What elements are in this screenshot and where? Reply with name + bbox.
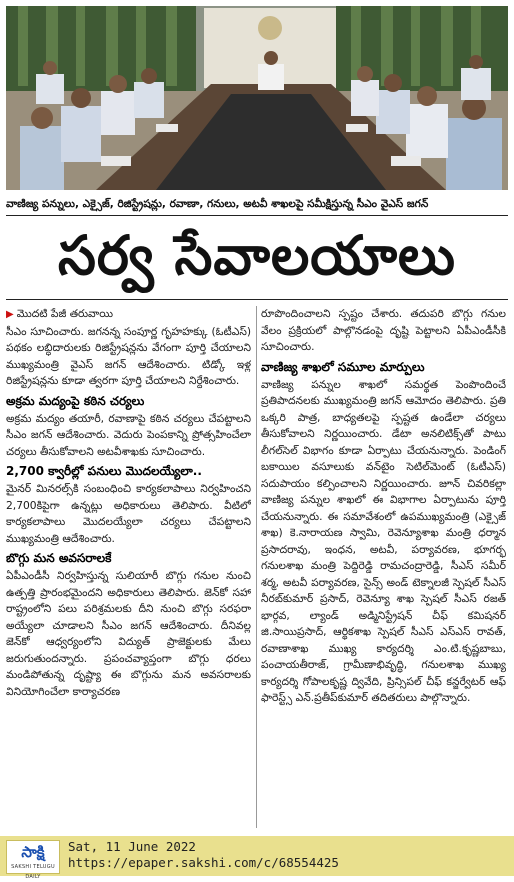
caption-divider <box>6 215 508 216</box>
left-para-1-text: సీఎం సూచించారు. జగనన్న సంపూర్ణ గృహహక్కు (ఓటీఎస్) పథకం లబ్ధిదారులకు రిజిస్ట్రేషన్లను వేగంగా పూర్తి చేయాలని ముఖ్యమంత్రి వైఎస్ జగన్ ఆదేశించారు. టిడ్కో ఇళ్ల రిజిస్ట్రేషన్లను కూడా త్వరగా పూర్తి చేయాలని నిర్దేశించారు. <box>6 324 251 387</box>
meeting-photo <box>6 6 508 190</box>
subheading-quarries: 2,700 క్వారీల్లో పనులు మొదలయ్యేలా.. <box>6 464 202 478</box>
edition-date: Sat, 11 June 2022 <box>68 839 196 854</box>
logo-tagline: SAKSHI TELUGU DAILY <box>11 864 55 880</box>
photo-caption: వాణిజ్య పన్నులు, ఎక్సైజ్, రిజిస్ట్రేషన్లు, రవాణా, గనులు, అటవీ శాఖలపై సమీక్షిస్తున్న సీఎం వైఎస్ జగన్ <box>6 198 429 210</box>
epaper-footer <box>0 836 514 880</box>
left-column <box>6 306 251 828</box>
left-para-1 <box>6 306 251 390</box>
subheading-coal: బొగ్గు మన అవసరాలకే <box>6 551 112 565</box>
lead-arrow-icon: ▶ <box>6 309 14 320</box>
right-para-1: రూపొందించాలని స్పష్టం చేశారు. తదుపరి బొగ్గు గనుల వేలం ప్రక్రియలో పాల్గొనడంపై దృష్టి పెట్టాలని ఏపీఎండీసీకి సూచించారు. <box>261 307 506 353</box>
logo-wordmark: సాక్షి <box>21 843 45 861</box>
right-column <box>261 306 506 828</box>
subheading-illegal-liquor: అక్రమ మద్యంపై కఠిన చర్యలు <box>6 393 145 408</box>
headline: సర్వ సేవాలయాలు <box>58 224 456 287</box>
meeting-photo-illustration <box>6 6 508 190</box>
left-para-4: ఏపీఎండీసీ నిర్వహిస్తున్న సులియారీ బొగ్గు గనుల నుంచి ఉత్పత్తి ప్రారంభమైందని అధికారులు తెలిపారు. జెన్‌కో సహా రాష్ట్రంలోని పలు పరిశ్రమలకు దీని నుంచి బొగ్గు సరఫరా అయ్యేలా చూడాలని సీఎం జగన్ ఆదేశించారు. దీనివల్ల జెన్‌కో ఆధ్వర్యంలోని విద్యుత్ ప్రాజెక్టులకు మేలు జరుగుతుందన్నారు. ప్రపంచవ్యాప్తంగా బొగ్గు ధరలు మండిపోతున్న దృష్ట్యా ఈ బొగ్గును మన అవసరాలకు వినియోగించేలా కార్యాచరణ <box>6 569 251 698</box>
continuation-label: మొదటి పేజీ తరువాయి <box>16 307 114 320</box>
sakshi-logo <box>6 840 60 880</box>
left-para-3: మైనర్ మినరల్స్‌కి సంబంధించి కార్యకలాపాలు నిర్వహించని 2,700కిపైగా ఉన్నట్లు అధికారులు తెలిపారు. వీటిలో కార్యకలాపాలు మొదలయ్యేలా చర్యలు చేపట్టాలని ముఖ్యమంత్రి ఆదేశించారు. <box>6 482 251 545</box>
headline-divider <box>6 299 508 300</box>
right-para-2: వాణిజ్య పన్నుల శాఖలో సమర్థత పెంపొందించే ప్రతిపాదనలకు ముఖ్యమంత్రి జగన్ ఆమోదం తెలిపారు. ప్రతి ఒక్కరి పాత్ర, బాధ్యతలపై స్పష్టత ఉండేలా చర్యలు తీసుకోవాలని నిర్ణయించారు. డేటా అనలిటిక్స్‌తో పాటు లీగల్‌సెల్ విభాగం కూడా ఏర్పాటు చేయనున్నారు. పెండింగ్ బకాయిల వసూలుకు వన్‌టైం సెటిల్‌మెంట్ (ఓటీఎస్) సదుపాయం కల్పించాలని నిర్ణయించారు. జూన్ చివరికల్లా వాణిజ్య పన్నుల శాఖలో ఈ విభాగాల ఏర్పాటును పూర్తి చేయనున్నారు. ఈ సమావేశంలో ఉపముఖ్యమంత్రి (ఎక్సైజ్ శాఖ) కె.నారాయణ స్వామి, రెవెన్యూశాఖ మంత్రి ధర్మాన ప్రసాదరావు, ఇంధన, అటవీ, పర్యావరణ, భూగర్భ గనులశాఖ మంత్రి పెద్దిరెడ్డి రామచంద్రారెడ్డి, సీఎస్ సమీర్ శర్మ, అటవీ పర్యావరణ, సైన్స్ అండ్ టెక్నాలజీ స్పెషల్ సీఎస్ నీరబ్‌కుమార్ ప్రసాద్, రెవెన్యూ శాఖ స్పెషల్ సీఎస్ రజత్ భార్గవ, ల్యాండ్ అడ్మినిస్ట్రేషన్ చీఫ్ కమిషనర్ జి.సాయిప్రసాద్, ఆర్థికశాఖ స్పెషల్ సీఎస్ ఎస్ఎస్ రావత్, రవాణాశాఖ ముఖ్య కార్యదర్శి ఎం.టి.కృష్ణబాబు, పంచాయతీరాజ్, గ్రామీణాభివృద్ధి, గనులశాఖ ముఖ్య కార్యదర్శి గోపాలకృష్ణ ద్వివేది, ప్రిన్సిపల్ చీఫ్ కన్జర్వేటర్ ఆఫ్ ఫారెస్ట్స్ ఎన్.ప్రతీప్‌కుమార్ తదితరులు పాల్గొన్నారు. <box>261 377 506 704</box>
column-divider <box>256 306 257 828</box>
epaper-link[interactable]: https://epaper.sakshi.com/c/68554425 <box>68 855 339 870</box>
subheading-commercial-tax: వాణిజ్య శాఖలో సమూల మార్పులు <box>261 359 425 374</box>
left-para-2: అక్రమ మద్యం తయారీ, రవాణాపై కఠిన చర్యలు చేపట్టాలని సీఎం జగన్ ఆదేశించారు. వెదురు పెంపకాన్ని ప్రోత్సహించేలా చర్యలు తీసుకోవాలని అటవీశాఖకు సూచించారు. <box>6 411 251 458</box>
